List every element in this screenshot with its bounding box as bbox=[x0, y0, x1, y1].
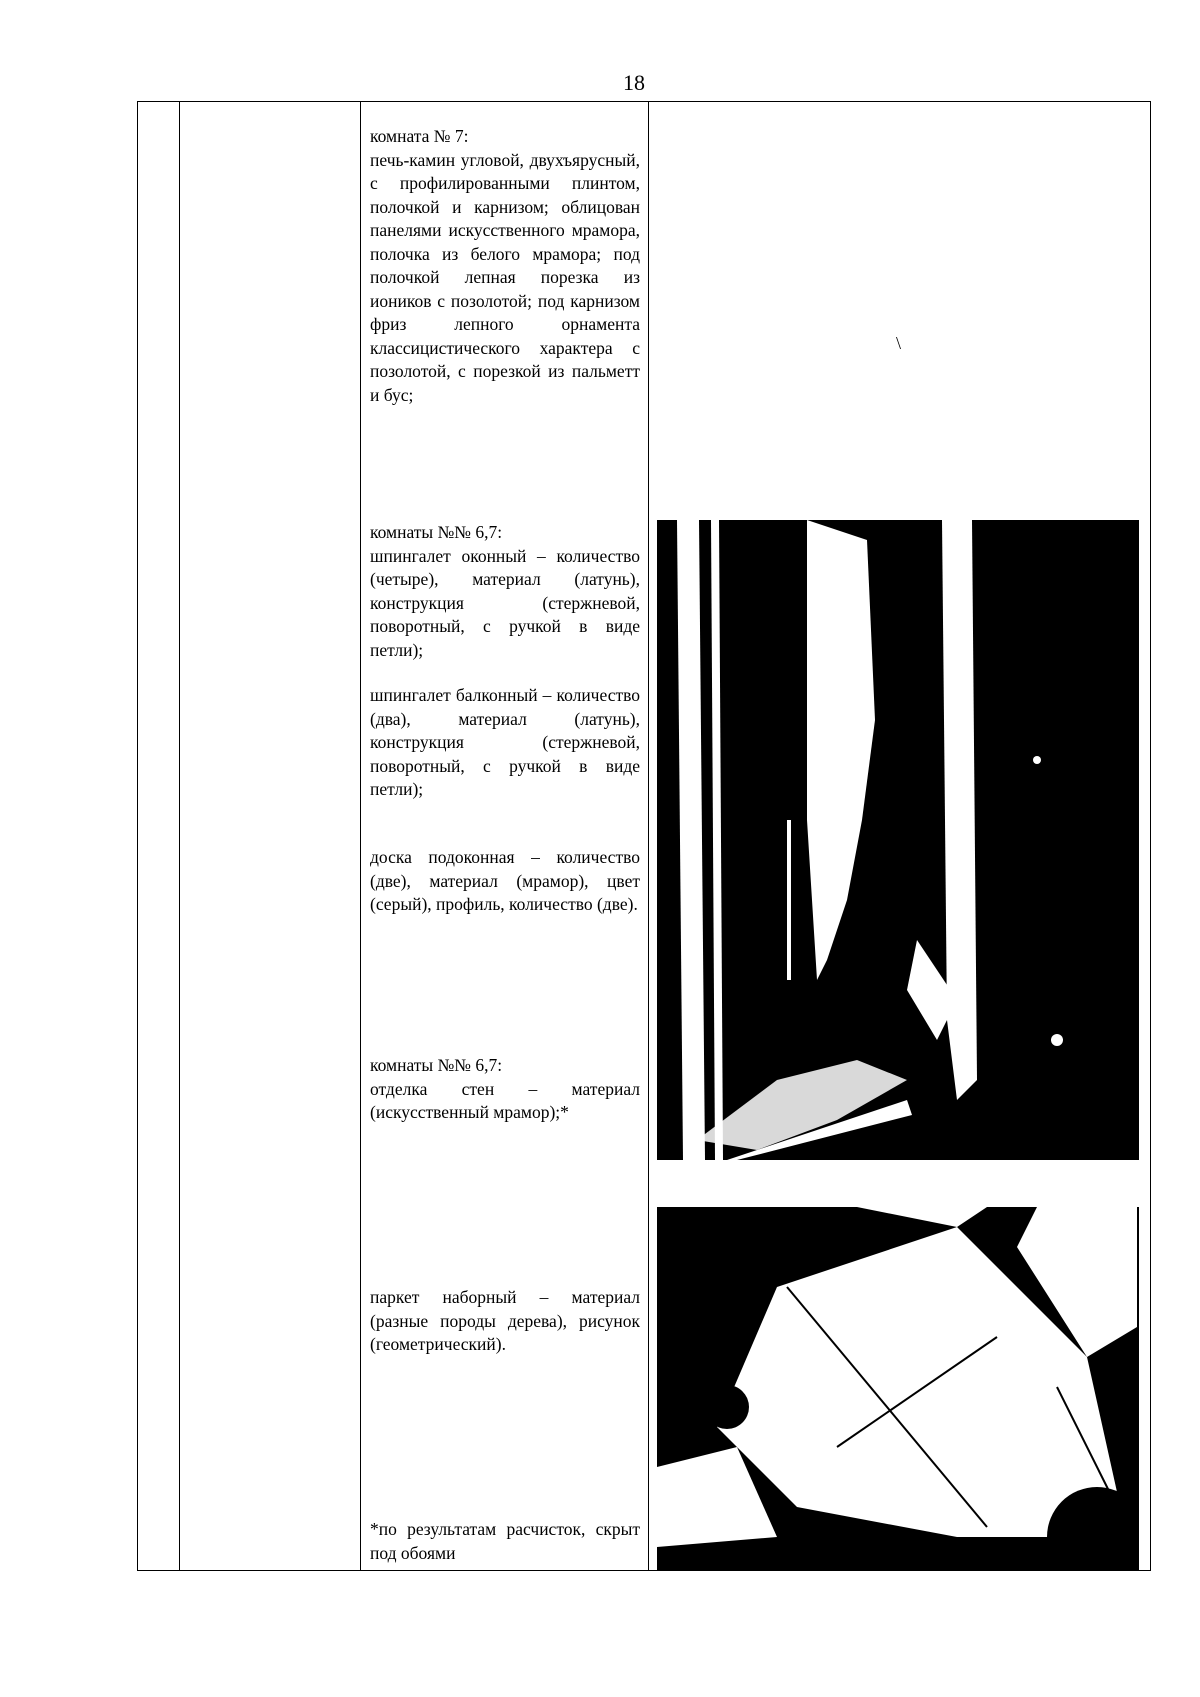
column-divider-2 bbox=[360, 102, 361, 1570]
parquet-description bbox=[370, 1286, 640, 1357]
column-divider-1 bbox=[179, 102, 180, 1570]
block-heading: комната № 7: bbox=[370, 126, 469, 146]
window-latch-description bbox=[370, 521, 640, 662]
block-body: шпингалет оконный – количество (четыре), материал (латунь), конструкция (стержневой, поворотный, с ручкой в виде петли); bbox=[370, 545, 640, 660]
window-sill-description bbox=[370, 846, 640, 917]
wall-finish-description bbox=[370, 1054, 640, 1125]
block-body: доска подоконная – количество (две), материал (мрамор), цвет (серый), профиль, количество (две). bbox=[370, 847, 640, 914]
window-frame-image bbox=[657, 520, 1139, 1160]
page-number: 18 bbox=[623, 70, 645, 95]
block-body: *по результатам расчисток, скрыт под обоями bbox=[370, 1519, 640, 1563]
balcony-latch-description bbox=[370, 684, 640, 802]
column-divider-3 bbox=[648, 102, 649, 1570]
window-frame-photo bbox=[657, 520, 1139, 1160]
block-heading: комнаты №№ 6,7: bbox=[370, 1055, 503, 1075]
parquet-floor-photo bbox=[657, 1207, 1139, 1571]
stray-mark: \ bbox=[896, 333, 902, 353]
block-heading: комнаты №№ 6,7: bbox=[370, 522, 503, 542]
block-body: шпингалет балконный – количество (два), материал (латунь), конструкция (стержневой, поворотный, с ручкой в виде петли); bbox=[370, 685, 640, 799]
block-body: отделка стен – материал (искусственный мрамор);* bbox=[370, 1078, 640, 1122]
fireplace-description bbox=[370, 125, 640, 407]
footnote bbox=[370, 1518, 640, 1565]
block-body: паркет наборный – материал (разные породы дерева), рисунок (геометрический). bbox=[370, 1287, 640, 1354]
parquet-floor-image bbox=[657, 1207, 1139, 1571]
block-body: печь-камин угловой, двухъярусный, с профилированными плинтом, полочкой и карнизом; облицован панелями искусственного мрамора, полочка из белого мрамора; под полочкой лепная порезка из иоников с позолотой; под карнизом фриз лепного орнамента классицистического характера с позолотой, с порезкой из пальметт и бус; bbox=[370, 149, 640, 405]
